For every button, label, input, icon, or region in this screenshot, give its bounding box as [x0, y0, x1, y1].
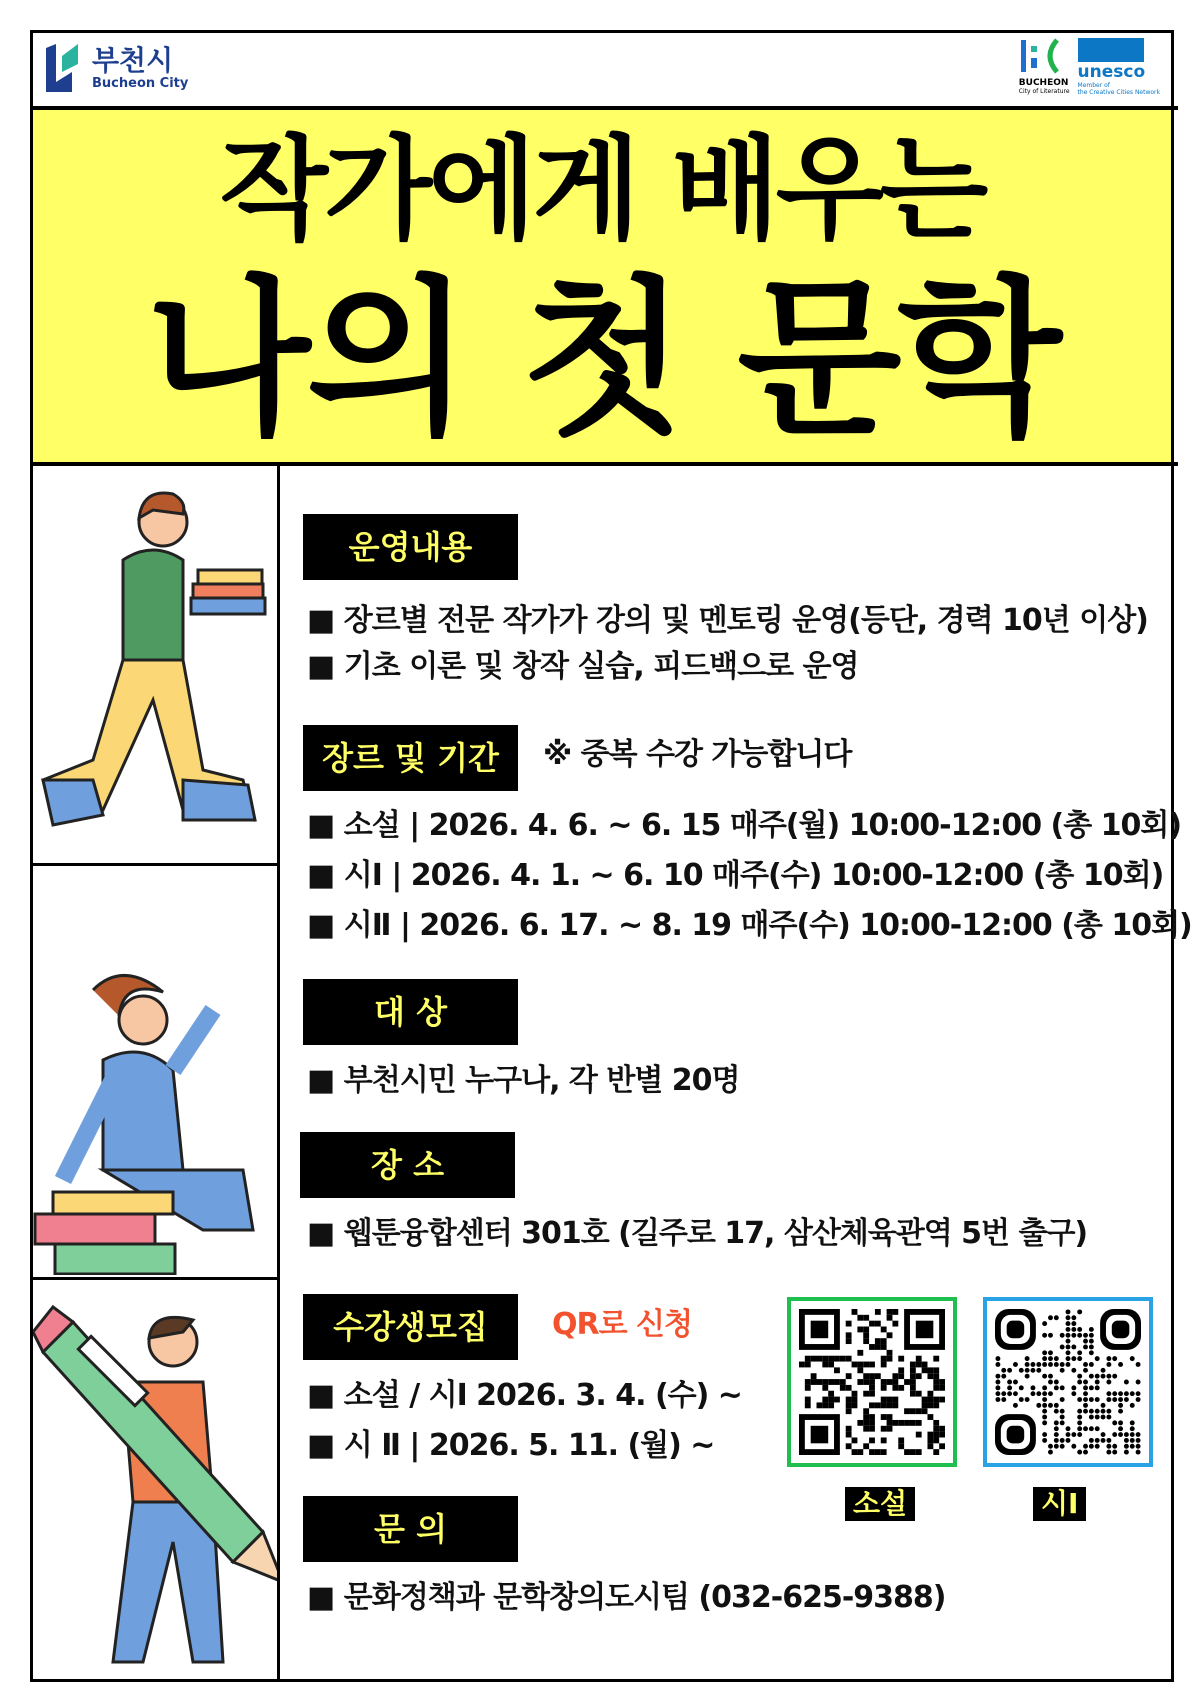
person-carrying-books-illustration	[33, 480, 277, 860]
literature-emblem-icon	[1019, 38, 1063, 74]
section-label-genre: 장르 및 기간	[303, 725, 518, 791]
target-item: ■ 부천시민 누구나, 각 반별 20명	[307, 1063, 740, 1098]
section-label-place: 장 소	[300, 1132, 515, 1198]
unesco-temple-icon	[1078, 38, 1144, 62]
title-banner	[33, 110, 1171, 462]
schedule-item: ■ 시Ⅱ | 2026. 6. 17. ~ 8. 19 매주(수) 10:00-12:00 (총 10회)	[307, 908, 1192, 943]
person-sitting-on-books-illustration	[33, 870, 277, 1275]
inquiry-item: ■ 문화정책과 문학창의도시팀 (032-625-9388)	[307, 1580, 946, 1615]
literature-logo-name: BUCHEON	[1018, 78, 1069, 88]
qr-label-poetry: 시Ⅰ	[1033, 1487, 1086, 1521]
header	[33, 33, 1171, 107]
column-divider	[277, 464, 280, 1682]
section-label-inquiry: 문 의	[303, 1496, 518, 1562]
section-label-operation: 운영내용	[303, 514, 518, 580]
city-name-english: Bucheon City	[92, 75, 189, 91]
city-name-korean: 부천시	[92, 43, 174, 77]
city-of-literature-logo	[1019, 38, 1070, 96]
unesco-name: unesco	[1077, 62, 1146, 82]
recruit-item: ■ 소설 / 시Ⅰ 2026. 3. 4. (수) ~	[307, 1378, 742, 1413]
duplicate-enrollment-note: ※ 중복 수강 가능합니다	[543, 737, 852, 772]
qr-pattern	[799, 1309, 945, 1455]
section-label-recruit: 수강생모집	[303, 1294, 518, 1360]
bucheon-city-logo	[44, 42, 188, 94]
partner-logos	[1019, 38, 1160, 96]
operation-item: ■ 장르별 전문 작가가 강의 및 멘토링 운영(등단, 경력 10년 이상)	[307, 603, 1148, 638]
unesco-sub2: the Creative Cities Network	[1077, 89, 1160, 96]
title-line-1: 작가에게 배우는	[219, 125, 985, 255]
section-label-target: 대 상	[303, 979, 518, 1045]
schedule-item: ■ 시Ⅰ | 2026. 4. 1. ~ 6. 10 매주(수) 10:00-12:00 (총 10회)	[307, 858, 1164, 893]
divider	[30, 1277, 278, 1280]
recruit-item: ■ 시 Ⅱ | 2026. 5. 11. (월) ~	[307, 1428, 715, 1463]
person-holding-pencil-illustration	[33, 1282, 277, 1680]
qr-code-poetry[interactable]	[983, 1297, 1153, 1467]
title-line-2: 나의 첫 문학	[146, 261, 1058, 459]
place-item: ■ 웹툰융합센터 301호 (길주로 17, 삼산체육관역 5번 출구)	[307, 1216, 1088, 1251]
divider	[30, 863, 278, 866]
divider	[30, 462, 1178, 466]
unesco-logo	[1078, 38, 1160, 96]
literature-logo-sub: City of Literature	[1018, 88, 1070, 95]
bucheon-emblem-icon	[44, 42, 84, 94]
qr-label-novel: 소설	[845, 1487, 915, 1521]
operation-item: ■ 기초 이론 및 창작 실습, 피드백으로 운영	[307, 649, 859, 684]
qr-pattern	[995, 1309, 1141, 1455]
qr-code-novel[interactable]	[787, 1297, 957, 1467]
schedule-item: ■ 소설 | 2026. 4. 6. ~ 6. 15 매주(월) 10:00-12:00 (총 10회)	[307, 808, 1182, 843]
qr-apply-note: QR로 신청	[552, 1307, 692, 1342]
unesco-sub1: Member of	[1077, 82, 1110, 89]
